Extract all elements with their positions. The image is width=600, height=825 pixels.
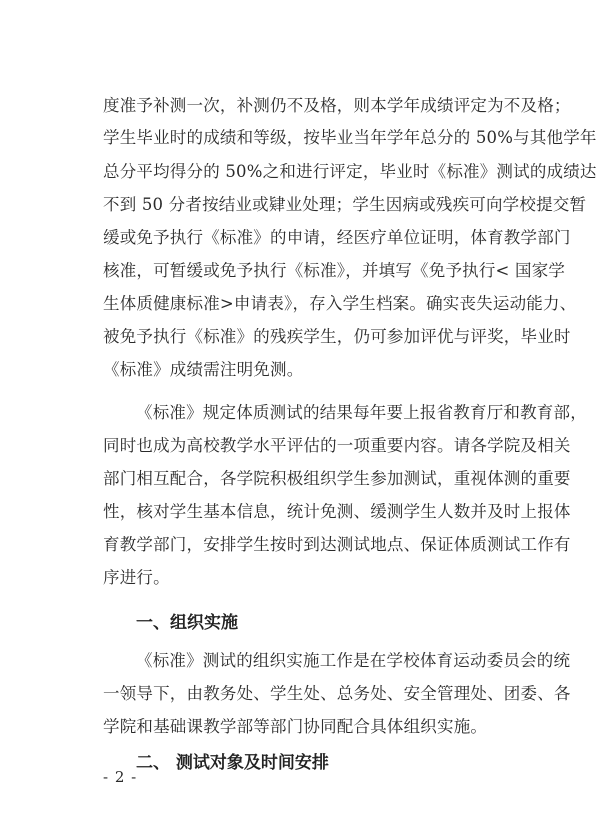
paragraph-line: 缓或免予执行《标准》的申请，经医疗单位证明，体育教学部门 xyxy=(103,228,571,247)
paragraph-line: 《标准》测试的组织实施工作是在学校体育运动委员会的统 xyxy=(136,651,571,670)
paragraph-line: 度准予补测一次，补测仍不及格，则本学年成绩评定为不及格； xyxy=(103,96,571,115)
paragraph-line: 性，核对学生基本信息，统计免测、缓测学生人数并及时上报体 xyxy=(103,502,571,521)
page-number: - 2 - xyxy=(103,768,138,786)
paragraph-line: 一领导下，由教务处、学生处、总务处、安全管理处、团委、各 xyxy=(103,684,571,703)
section-heading: 二、 测试对象及时间安排 xyxy=(136,753,329,773)
paragraph-line: 被免予执行《标准》的残疾学生，仍可参加评优与评奖，毕业时 xyxy=(103,327,571,346)
paragraph-line: 生体质健康标准>申请表》，存入学生档案。确实丧失运动能力、 xyxy=(103,294,577,313)
paragraph-line: 《标准》规定体质测试的结果每年要上报省教育厅和教育部， xyxy=(136,403,587,422)
paragraph-line: 育教学部门，安排学生按时到达测试地点、保证体质测试工作有 xyxy=(103,535,571,554)
section-heading: 一、组织实施 xyxy=(136,613,238,633)
paragraph-line: 不到 50 分者按结业或肄业处理；学生因病或残疾可向学校提交暂 xyxy=(103,195,587,214)
paragraph-line: 学院和基础课教学部等部门协同配合具体组织实施。 xyxy=(103,717,488,736)
paragraph-line: 总分平均得分的 50%之和进行评定，毕业时《标准》测试的成绩达 xyxy=(103,162,597,181)
paragraph-line: 《标准》成绩需注明免测。 xyxy=(103,360,304,379)
paragraph-line: 同时也成为高校教学水平评估的一项重要内容。请各学院及相关 xyxy=(103,436,571,455)
paragraph-line: 部门相互配合，各学院积极组织学生参加测试，重视体测的重要 xyxy=(103,469,571,488)
paragraph-line: 学生毕业时的成绩和等级，按毕业当年学年总分的 50%与其他学年 xyxy=(103,128,597,147)
paragraph-line: 核准，可暂缓或免予执行《标准》，并填写《免予执行< 国家学 xyxy=(103,261,566,280)
paragraph-line: 序进行。 xyxy=(103,568,170,587)
